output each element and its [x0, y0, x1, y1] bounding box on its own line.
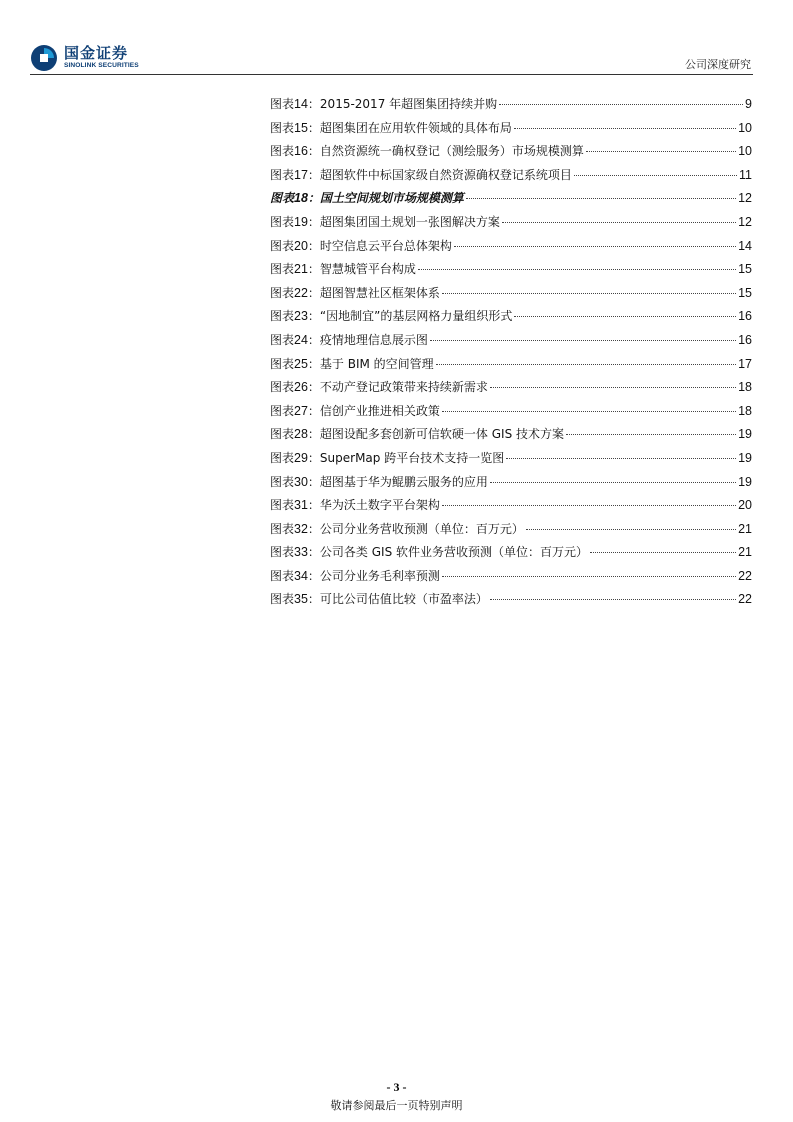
toc-entry-page: 21	[738, 545, 752, 560]
toc-entry[interactable]	[270, 425, 752, 449]
toc-leader-dots	[490, 599, 736, 600]
toc-entry[interactable]	[270, 590, 752, 614]
toc-entry-page: 17	[738, 356, 752, 371]
toc-entry-label: 图表	[270, 474, 295, 489]
toc-entry-number: 15	[294, 120, 308, 135]
toc-leader-dots	[566, 434, 736, 435]
toc-entry[interactable]	[270, 166, 752, 190]
toc-entry-number: 24	[294, 332, 308, 347]
toc-entry-label: 图表	[270, 380, 295, 395]
toc-entry-title: ：华为沃土数字平台架构	[307, 498, 440, 513]
toc-entry-page: 10	[738, 120, 752, 135]
toc-entry-number: 20	[294, 238, 308, 253]
toc-entry[interactable]	[270, 142, 752, 166]
toc-entry[interactable]	[270, 355, 752, 379]
toc-entry-number: 18	[294, 191, 308, 206]
toc-entry-page: 22	[738, 592, 752, 607]
toc-entry-page: 19	[738, 427, 752, 442]
toc-entry-page: 15	[738, 285, 752, 300]
toc-leader-dots	[574, 175, 737, 176]
toc-entry-label: 图表	[270, 592, 295, 607]
toc-entry-page: 14	[738, 238, 752, 253]
toc-entry-label: 图表	[270, 238, 295, 253]
toc-entry-page: 10	[738, 144, 752, 159]
toc-entry-number: 26	[294, 380, 308, 395]
toc-entry-title: ：可比公司估值比较（市盈率法）	[307, 592, 488, 607]
toc-entry-page: 19	[738, 474, 752, 489]
toc-entry-label: 图表	[270, 568, 295, 583]
toc-entry-number: 28	[294, 427, 308, 442]
toc-entry-title: ：不动产登记政策带来持续新需求	[307, 380, 488, 395]
toc-leader-dots	[436, 364, 736, 365]
toc-entry-number: 17	[294, 167, 308, 182]
toc-entry[interactable]	[270, 213, 752, 237]
toc-leader-dots	[466, 198, 736, 199]
toc-entry-label: 图表	[270, 450, 295, 465]
toc-entry-title: ：时空信息云平台总体架构	[307, 238, 452, 253]
toc-entry-label: 图表	[270, 356, 295, 371]
toc-entry-label: 图表	[270, 144, 295, 159]
toc-entry-label: 图表	[270, 545, 295, 560]
sinolink-logo-icon	[30, 44, 58, 72]
toc-leader-dots	[499, 104, 743, 105]
toc-entry-label: 图表	[270, 97, 295, 111]
toc-entry-label: 图表	[270, 403, 295, 418]
toc-leader-dots	[454, 246, 736, 247]
toc-leader-dots	[514, 316, 736, 317]
toc-entry[interactable]	[270, 189, 752, 213]
toc-entry[interactable]	[270, 284, 752, 308]
toc-entry-number: 21	[294, 262, 308, 277]
toc-leader-dots	[490, 482, 736, 483]
toc-entry-page: 19	[738, 450, 752, 465]
toc-entry[interactable]	[270, 543, 752, 567]
toc-entry-label: 图表	[270, 120, 295, 135]
toc-entry-label: 图表	[270, 214, 295, 229]
toc-entry-number: 14	[294, 97, 308, 111]
toc-entry-page: 11	[739, 167, 752, 182]
toc-entry-page: 22	[738, 568, 752, 583]
logo-english-name: SINOLINK SECURITIES	[64, 62, 139, 69]
toc-leader-dots	[442, 505, 736, 506]
toc-entry-label: 图表	[270, 498, 295, 513]
toc-entry[interactable]	[270, 95, 752, 119]
toc-entry-title: ：超图软件中标国家级自然资源确权登记系统项目	[307, 167, 572, 182]
toc-leader-dots	[442, 576, 736, 577]
toc-entry[interactable]	[270, 567, 752, 591]
figure-table-of-contents	[270, 95, 752, 614]
logo-chinese-name: 国金证券	[64, 44, 129, 62]
toc-leader-dots	[514, 128, 736, 129]
toc-entry-label: 图表	[270, 191, 295, 206]
toc-leader-dots	[506, 458, 736, 459]
toc-entry-title: ：超图集团国土规划一张图解决方案	[307, 214, 500, 229]
toc-entry-number: 22	[294, 285, 308, 300]
toc-entry[interactable]	[270, 260, 752, 284]
page-header	[0, 0, 793, 80]
toc-entry-title: ：公司分业务营收预测（单位：百万元）	[307, 521, 524, 536]
toc-entry[interactable]	[270, 496, 752, 520]
toc-leader-dots	[430, 340, 736, 341]
toc-entry-label: 图表	[270, 285, 295, 300]
toc-entry-number: 30	[294, 474, 308, 489]
toc-entry-title: ：自然资源统一确权登记（测绘服务）市场规模测算	[307, 144, 584, 159]
toc-entry-title: ：信创产业推进相关政策	[307, 403, 440, 418]
toc-entry-page: 9	[745, 97, 752, 111]
toc-entry-number: 19	[294, 214, 308, 229]
toc-leader-dots	[442, 411, 736, 412]
toc-entry-page: 16	[738, 309, 752, 324]
company-logo	[30, 40, 150, 76]
toc-entry-label: 图表	[270, 167, 295, 182]
toc-entry-title: ：SuperMap 跨平台技术支持一览图	[307, 450, 505, 465]
toc-entry-title: ：超图设配多套创新可信软硬一体 GIS 技术方案	[307, 427, 565, 442]
toc-entry-page: 21	[738, 521, 752, 536]
toc-entry-title: ：国土空间规划市场规模测算	[307, 191, 464, 206]
toc-entry[interactable]	[270, 449, 752, 473]
toc-entry-title: ：超图智慧社区框架体系	[307, 285, 440, 300]
toc-leader-dots	[442, 293, 736, 294]
toc-entry-title: ：超图基于华为鲲鹏云服务的应用	[307, 474, 488, 489]
toc-entry[interactable]	[270, 473, 752, 497]
toc-leader-dots	[526, 529, 736, 530]
toc-entry-label: 图表	[270, 262, 295, 277]
toc-leader-dots	[590, 552, 736, 553]
toc-leader-dots	[418, 269, 736, 270]
toc-entry[interactable]	[270, 237, 752, 261]
toc-leader-dots	[502, 222, 736, 223]
toc-entry-title: ：超图集团在应用软件领域的具体布局	[307, 120, 512, 135]
toc-entry-label: 图表	[270, 309, 295, 324]
toc-entry-page: 20	[738, 498, 752, 513]
toc-leader-dots	[586, 151, 736, 152]
toc-entry-label: 图表	[270, 427, 295, 442]
toc-entry-title: ：基于 BIM 的空间管理	[307, 356, 434, 371]
toc-entry-number: 16	[294, 144, 308, 159]
header-divider	[30, 74, 753, 75]
toc-entry-number: 23	[294, 309, 308, 324]
toc-entry-number: 33	[294, 545, 308, 560]
page-number: - 3 -	[386, 1080, 407, 1094]
toc-entry-number: 34	[294, 568, 308, 583]
toc-entry[interactable]	[270, 520, 752, 544]
toc-entry-number: 25	[294, 356, 308, 371]
toc-entry-title: ：“因地制宜”的基层网格力量组织形式	[307, 309, 513, 324]
toc-entry-title: ：2015-2017 年超图集团持续并购	[307, 97, 498, 111]
toc-entry[interactable]	[270, 119, 752, 143]
disclaimer-note: 敬请参阅最后一页特别声明	[330, 1099, 463, 1112]
toc-entry-number: 31	[294, 498, 308, 513]
toc-entry[interactable]	[270, 307, 752, 331]
toc-entry-page: 16	[738, 332, 752, 347]
toc-entry[interactable]	[270, 402, 752, 426]
report-type-label: 公司深度研究	[685, 58, 751, 71]
toc-entry-page: 12	[738, 191, 752, 206]
toc-entry-page: 15	[738, 262, 752, 277]
toc-entry-title: ：疫情地理信息展示图	[307, 332, 428, 347]
toc-entry-number: 35	[294, 592, 308, 607]
toc-entry-title: ：公司各类 GIS 软件业务营收预测（单位：百万元）	[307, 545, 589, 560]
toc-entry-number: 29	[294, 450, 308, 465]
toc-entry-label: 图表	[270, 521, 295, 536]
toc-entry-page: 18	[738, 380, 752, 395]
toc-entry-page: 18	[738, 403, 752, 418]
toc-entry-label: 图表	[270, 332, 295, 347]
toc-entry-title: ：智慧城管平台构成	[307, 262, 416, 277]
toc-entry-number: 27	[294, 403, 308, 418]
toc-entry-title: ：公司分业务毛利率预测	[307, 568, 440, 583]
toc-entry[interactable]	[270, 378, 752, 402]
toc-entry-page: 12	[738, 214, 752, 229]
toc-entry-number: 32	[294, 521, 308, 536]
toc-entry[interactable]	[270, 331, 752, 355]
toc-leader-dots	[490, 387, 736, 388]
